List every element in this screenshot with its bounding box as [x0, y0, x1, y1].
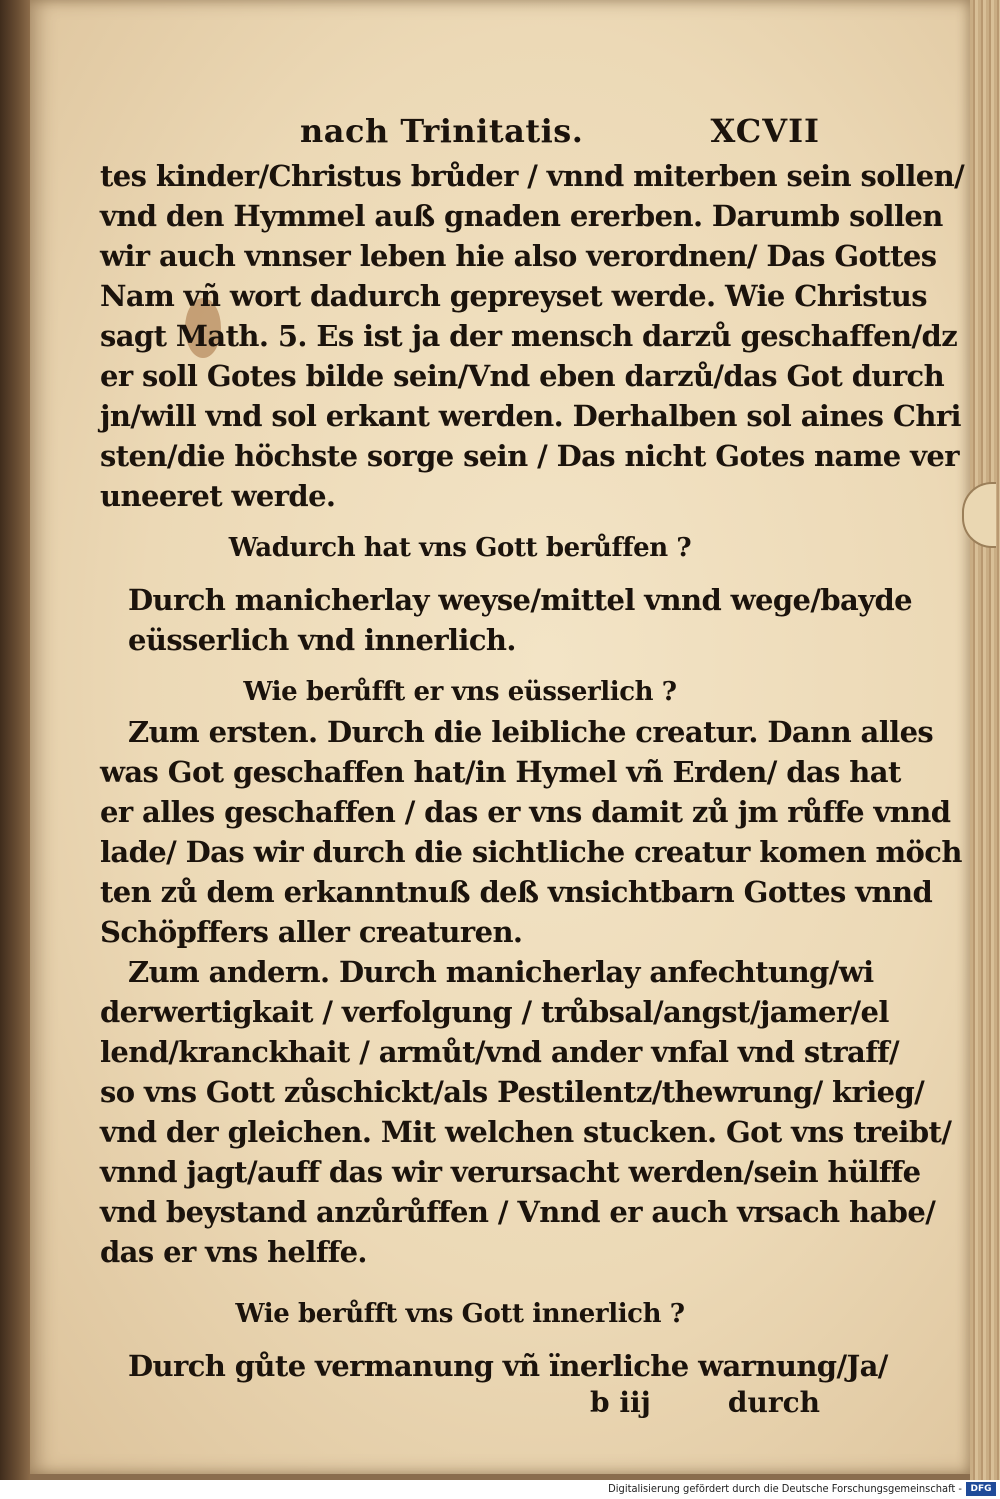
text-line: tes kinder/Christus brůder / vnnd miterben sein sollen/ — [100, 159, 965, 193]
text-line: vnd den Hymmel auß gnaden ererben. Darumb sollen — [100, 199, 943, 233]
text-line: lend/kranckhait / armůt/vnd ander vnfal vnd straff/ — [100, 1035, 899, 1069]
text-line: er soll Gotes bilde sein/Vnd eben darzů/das Got durch — [100, 359, 945, 393]
text-line: sten/die höchste sorge sein / Das nicht Gotes name ver — [100, 439, 959, 473]
funding-credit: Digitalisierung gefördert durch die Deutsche Forschungsgemeinschaft - — [608, 1482, 962, 1495]
text-line: eüsserlich vnd innerlich. — [128, 623, 516, 657]
text-line: Durch gůte vermanung vñ ïnerliche warnung/Ja/ — [128, 1349, 888, 1383]
page-fore-edge — [970, 0, 1000, 1480]
question-heading: Wie berůfft vns Gott innerlich ? — [235, 1299, 685, 1329]
answer-paragraph — [100, 580, 913, 660]
text-line: uneeret werde. — [100, 479, 336, 513]
text-line: was Got geschaffen hat/in Hymel vñ Erden/ das hat — [100, 755, 901, 789]
text-line: Nam vñ wort dadurch gepreyset werde. Wie Christus — [100, 279, 928, 313]
question-heading: Wadurch hat vns Gott berůffen ? — [228, 533, 692, 563]
text-line: wir auch vnnser leben hie also verordnen/ Das Gottes — [100, 239, 937, 273]
text-line: sagt Math. 5. Es ist ja der mensch darzů geschaffen/dz — [100, 319, 958, 353]
text-line: vnd beystand anzůrůffen / Vnnd er auch vrsach habe/ — [100, 1195, 936, 1229]
text-line: das er vns helffe. — [100, 1235, 367, 1269]
folio-number: XCVII — [710, 112, 820, 150]
page-text — [100, 112, 965, 1426]
book-binding — [0, 0, 30, 1480]
catchword: durch — [727, 1386, 820, 1419]
paragraph-intro — [100, 156, 965, 516]
page-footer-line — [100, 1386, 820, 1426]
text-line: jn/will vnd sol erkant werden. Derhalben sol aines Chri — [100, 399, 961, 433]
signature-mark: b iij — [590, 1386, 651, 1419]
running-head: nach Trinitatis. — [300, 112, 584, 150]
dfg-logo: DFG — [966, 1482, 996, 1496]
text-line: ten zů dem erkanntnuß deß vnsichtbarn Gottes vnnd — [100, 875, 933, 909]
text-line: er alles geschaffen / das er vns damit zů jm růffe vnnd — [100, 795, 951, 829]
paragraph-inner — [100, 1346, 888, 1386]
text-line: Zum andern. Durch manicherlay anfechtung/wi — [128, 955, 874, 989]
text-line: derwertigkait / verfolgung / trůbsal/angst/jamer/el — [100, 995, 889, 1029]
page-header — [100, 112, 820, 156]
digitization-footer — [0, 1480, 1000, 1499]
text-line: Durch manicherlay weyse/mittel vnnd wege/bayde — [128, 583, 913, 617]
text-line: Schöpffers aller creaturen. — [100, 915, 523, 949]
paragraph-first — [100, 712, 962, 952]
paragraph-second — [100, 952, 952, 1272]
text-line: vnnd jagt/auff das wir verursacht werden/sein hülffe — [100, 1155, 921, 1189]
text-line: so vns Gott zůschickt/als Pestilentz/thewrung/ krieg/ — [100, 1075, 925, 1109]
text-line: Zum ersten. Durch die leibliche creatur. Dann alles — [128, 715, 934, 749]
question-heading: Wie berůfft er vns eüsserlich ? — [243, 677, 677, 707]
text-line: vnd der gleichen. Mit welchen stucken. Got vns treibt/ — [100, 1115, 952, 1149]
text-line: lade/ Das wir durch die sichtliche creatur komen möch — [100, 835, 962, 869]
